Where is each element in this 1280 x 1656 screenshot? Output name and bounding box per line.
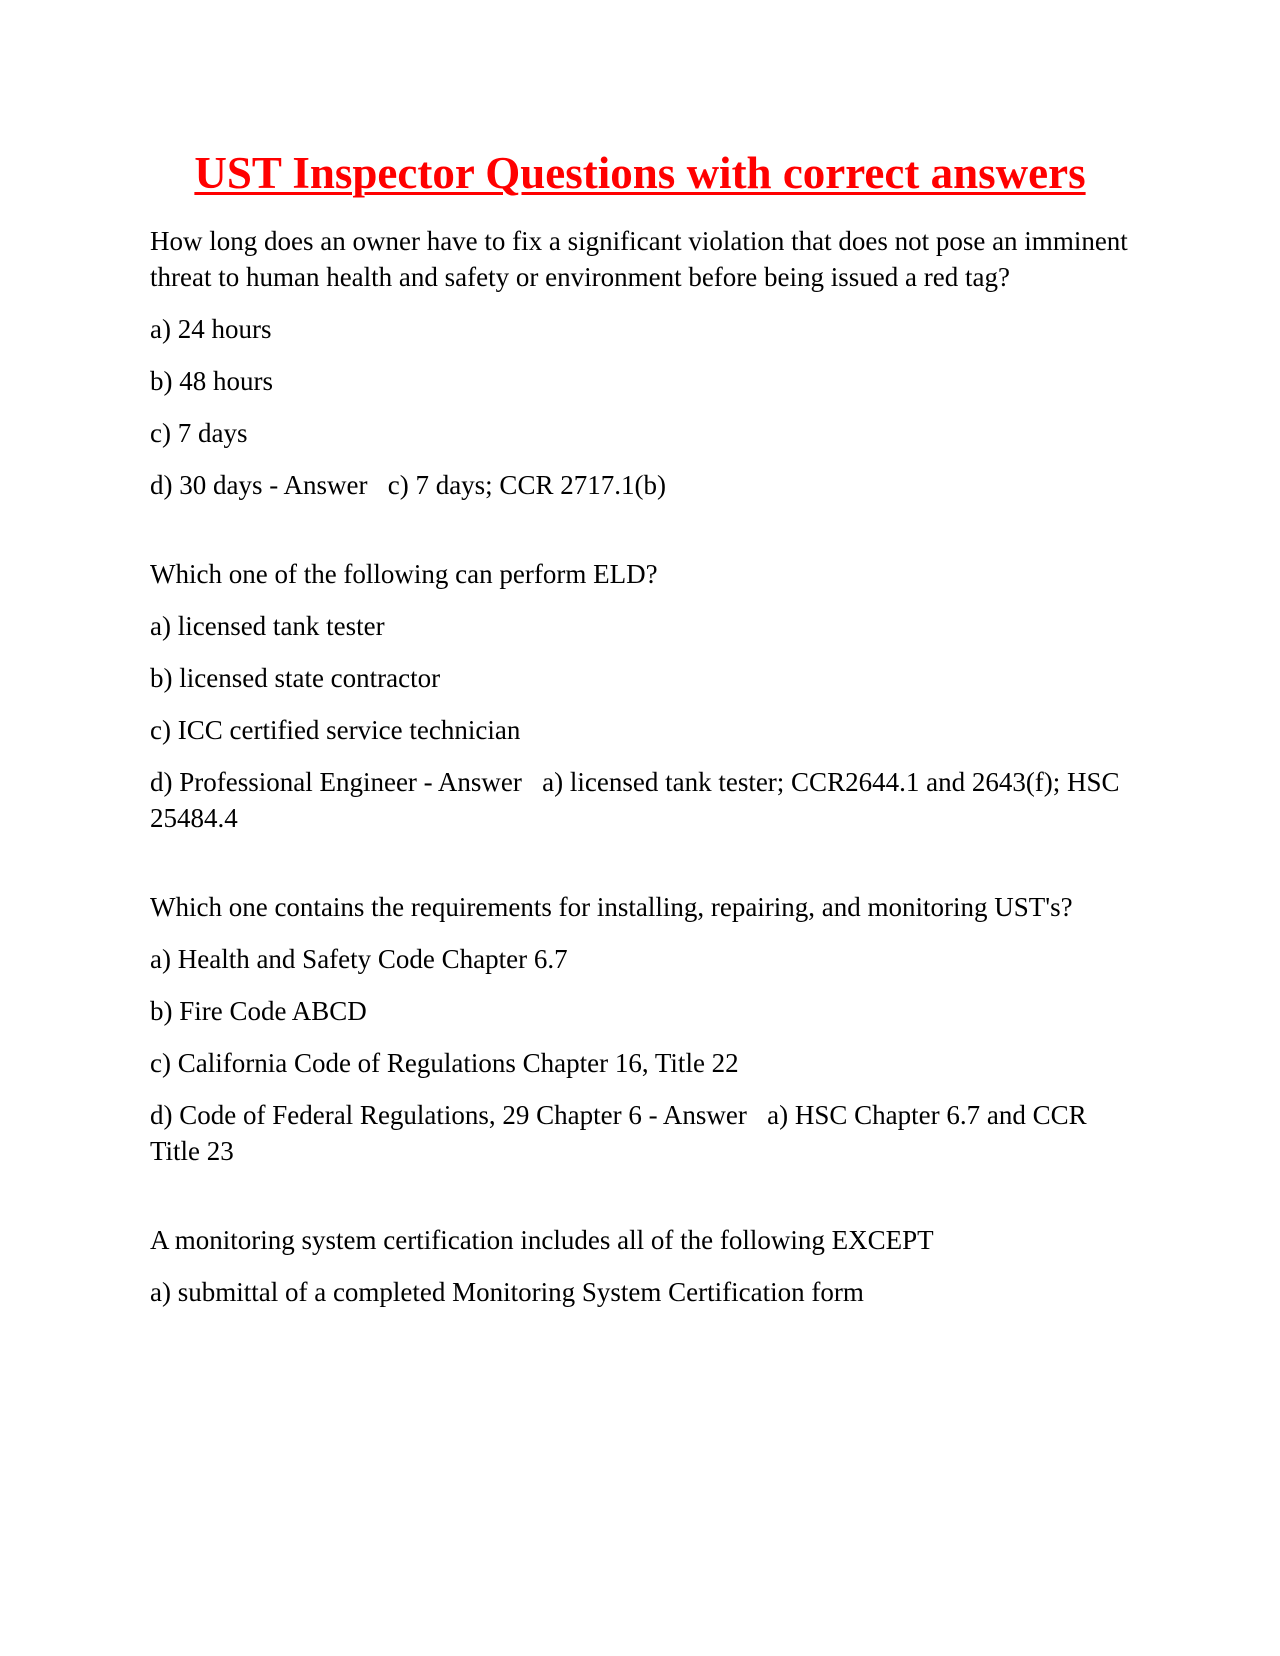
question-block-2 bbox=[150, 556, 1130, 836]
document-title: UST Inspector Questions with correct answers bbox=[194, 148, 1086, 198]
answer-option-with-answer: d) 30 days - Answer c) 7 days; CCR 2717.1(b) bbox=[150, 469, 666, 500]
answer-option: a) 24 hours bbox=[150, 313, 272, 344]
question-text: Which one contains the requirements for installing, repairing, and monitoring UST's? bbox=[150, 891, 1073, 922]
answer-option-with-answer: d) Professional Engineer - Answer a) licensed tank tester; CCR2644.1 and 2643(f); HSC 25484.4 bbox=[150, 766, 1127, 833]
answer-option: a) licensed tank tester bbox=[150, 610, 385, 641]
question-block-1 bbox=[150, 223, 1135, 503]
question-block-3 bbox=[150, 889, 1130, 1169]
question-text: How long does an owner have to fix a significant violation that does not pose an imminent threat to human health and safety or environment before being issued a red tag? bbox=[150, 225, 1135, 292]
answer-option: c) California Code of Regulations Chapter 16, Title 22 bbox=[150, 1047, 739, 1078]
answer-option: c) 7 days bbox=[150, 417, 248, 448]
answer-option: a) submittal of a completed Monitoring System Certification form bbox=[150, 1276, 864, 1307]
answer-option: b) licensed state contractor bbox=[150, 662, 441, 693]
answer-option: b) 48 hours bbox=[150, 365, 273, 396]
answer-option: b) Fire Code ABCD bbox=[150, 995, 367, 1026]
question-text: Which one of the following can perform ELD? bbox=[150, 558, 658, 589]
question-text: A monitoring system certification includes all of the following EXCEPT bbox=[150, 1224, 934, 1255]
answer-option: a) Health and Safety Code Chapter 6.7 bbox=[150, 943, 568, 974]
answer-option: c) ICC certified service technician bbox=[150, 714, 521, 745]
question-block-4 bbox=[150, 1222, 1130, 1310]
answer-option-with-answer: d) Code of Federal Regulations, 29 Chapter 6 - Answer a) HSC Chapter 6.7 and CCR Title 23 bbox=[150, 1099, 1093, 1166]
